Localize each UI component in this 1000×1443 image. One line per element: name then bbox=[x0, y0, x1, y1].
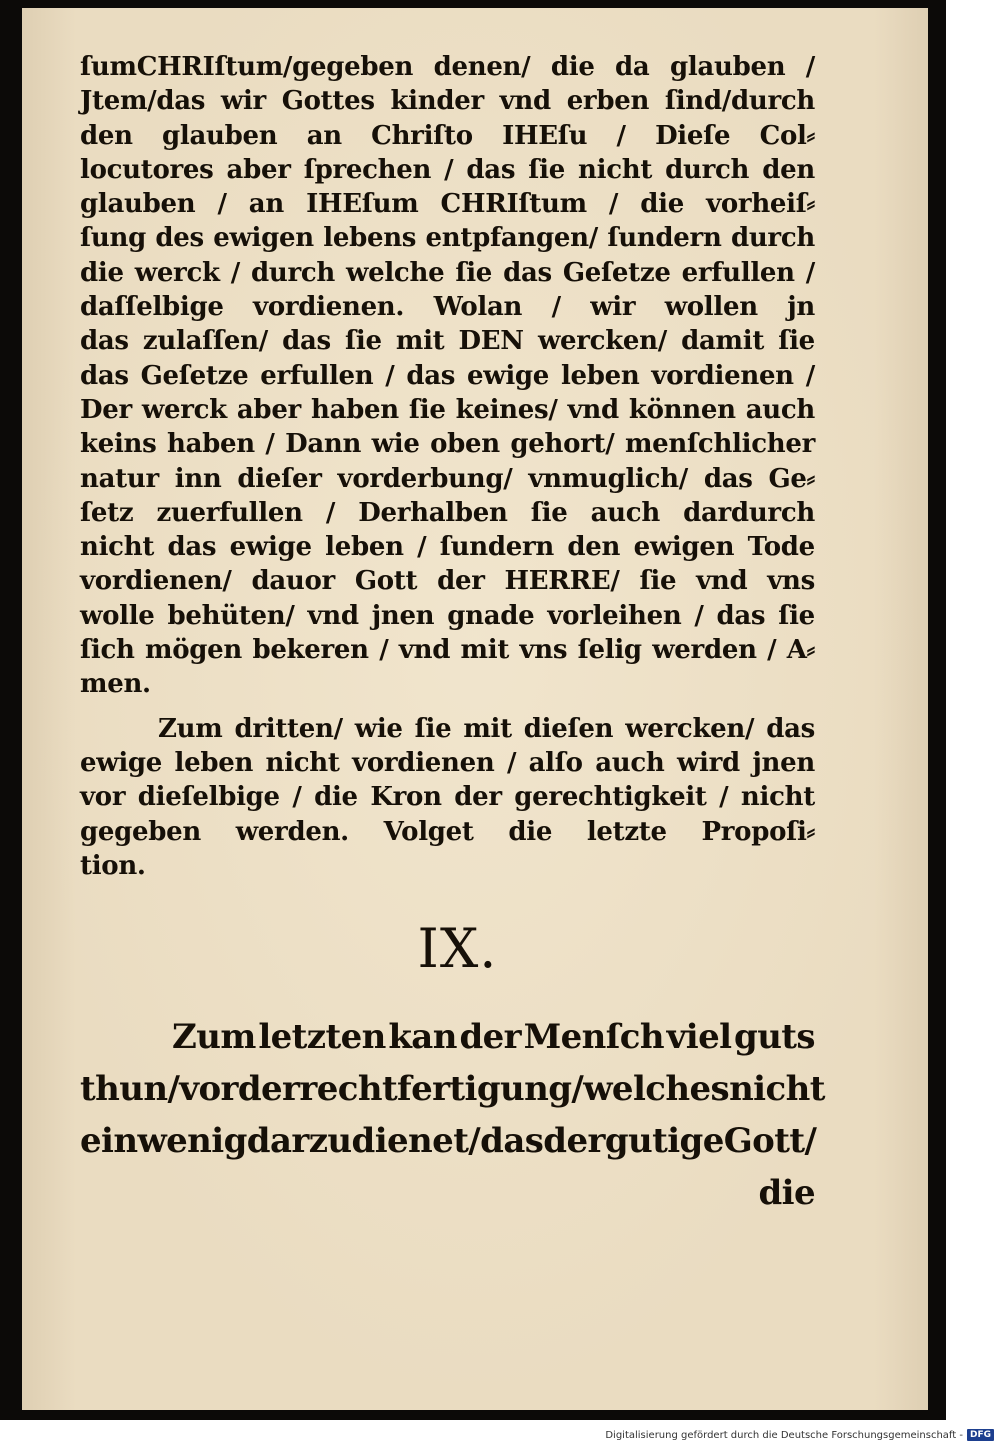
page-text bbox=[80, 50, 825, 1219]
text-line: nicht das ewige leben / ſundern den ewigen Tode bbox=[80, 532, 815, 563]
text-line: ſetz zuerfullen / Derhalben ſie auch dardurch bbox=[80, 497, 815, 528]
paragraph-gap bbox=[80, 702, 815, 712]
text-line: das Geſetze erfullen / das ewige leben vordienen / bbox=[80, 360, 815, 391]
dfg-logo[interactable]: DFG bbox=[967, 1429, 994, 1441]
text-line: das zulaſſen/ das ſie mit DEN wercken/ damit ſie bbox=[80, 326, 815, 357]
text-line: vor dieſelbige / die Kron der gerechtigkeit / nicht bbox=[80, 782, 815, 813]
text-line: Zum dritten/ wie ſie mit dieſen wercken/ das bbox=[158, 713, 815, 744]
text-line: ſich mögen bekeren / vnd mit vns ſelig werden / A⸗ bbox=[80, 635, 815, 666]
text-line: locutores aber ſprechen / das ſie nicht durch den bbox=[80, 154, 815, 185]
text-line: tion. bbox=[80, 850, 146, 881]
text-line: Jtem/das wir Gottes kinder vnd erben ſind/durch bbox=[80, 86, 815, 117]
text-line: vordienen/ dauor Gott der HERRE/ ſie vnd vns bbox=[80, 566, 815, 597]
text-line: men. bbox=[80, 669, 151, 700]
text-line: die werck / durch welche ſie das Geſetze erfullen / bbox=[80, 257, 815, 288]
text-line: keins haben / Dann wie oben gehort/ menſchlicher bbox=[80, 429, 815, 460]
proposition-line: ein wenig darzu dienet/ das der gutige Gott / bbox=[80, 1121, 817, 1162]
catchword: die bbox=[758, 1173, 815, 1214]
text-line: natur inn dieſer vorderbung/ vnmuglich/ das Ge⸗ bbox=[80, 463, 815, 494]
text-line: den glauben an Chriſto IHEſu / Dieſe Col⸗ bbox=[80, 120, 815, 151]
text-line: ſung des ewigen lebens entpfangen/ ſundern durch bbox=[80, 223, 815, 254]
text-line: ſumCHRIſtum/gegeben denen/ die da glauben / bbox=[80, 52, 815, 82]
credit-text: Digitalisierung gefördert durch die Deutsche Forschungsgemeinschaft - bbox=[605, 1429, 963, 1441]
text-line: Der werck aber haben ſie keines/ vnd können auch bbox=[80, 394, 815, 425]
text-line: wolle behüten/ vnd jnen gnade vorleihen / das ſie bbox=[80, 600, 815, 631]
proposition-line: Zum letzten kan der Menſch viel guts bbox=[172, 1017, 815, 1058]
section-heading: IX. bbox=[417, 917, 498, 981]
book-page bbox=[22, 8, 928, 1410]
text-line: daſſelbige vordienen. Wolan / wir wollen jn bbox=[80, 292, 815, 323]
text-line: ewige leben nicht vordienen / alſo auch wird jnen bbox=[80, 747, 815, 778]
proposition-line: thun / vor der rechtfertigung/ welches nicht bbox=[80, 1069, 825, 1110]
footer-credit bbox=[605, 1429, 994, 1441]
text-line: gegeben werden. Volget die letzte Propoſi⸗ bbox=[80, 816, 815, 847]
text-line: glauben / an IHEſum CHRIſtum / die vorheiſ⸗ bbox=[80, 189, 815, 220]
